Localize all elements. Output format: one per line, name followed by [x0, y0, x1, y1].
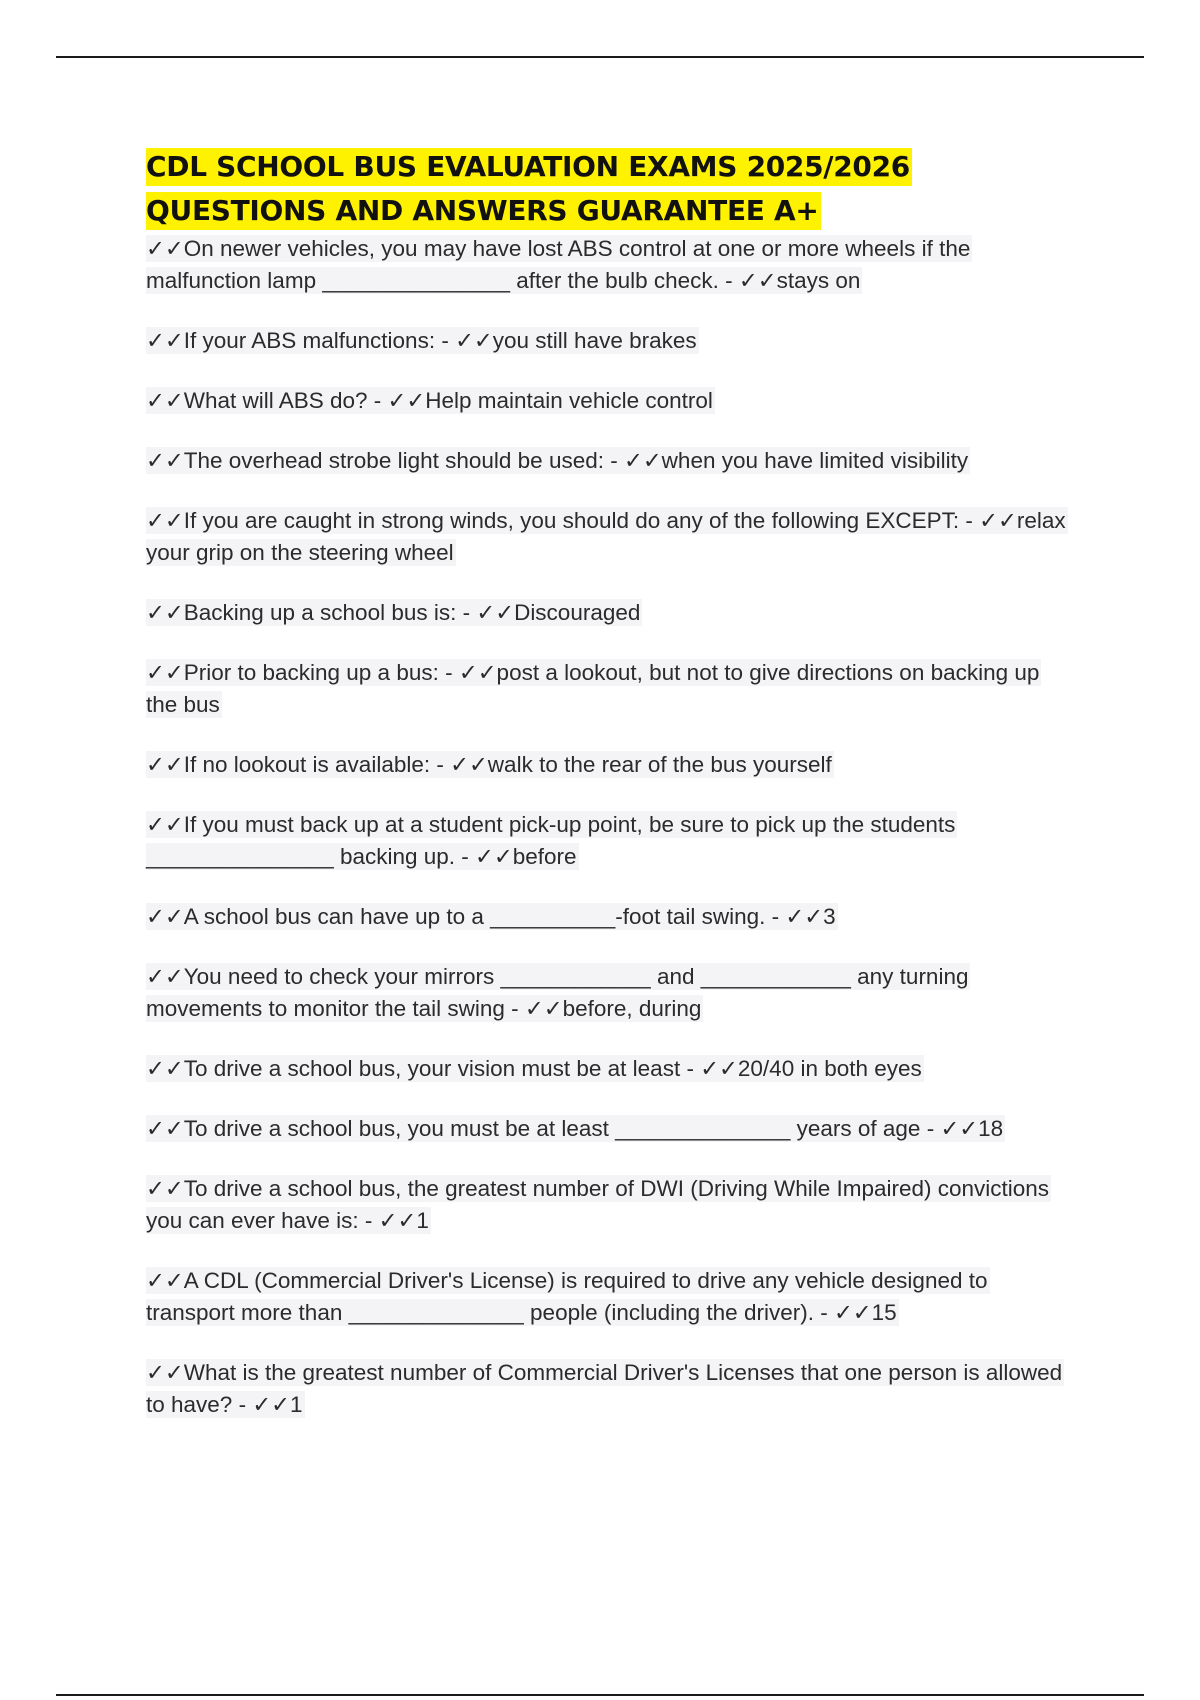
qa-text: ✓✓To drive a school bus, the greatest number of DWI (Driving While Impaired) convictions you can ever have is: - ✓✓1	[146, 1176, 1050, 1233]
qa-item	[146, 749, 1076, 781]
top-rule	[56, 56, 1144, 58]
document-body	[146, 145, 1076, 1421]
qa-item	[146, 445, 1076, 477]
qa-list	[146, 233, 1076, 1421]
qa-text: ✓✓To drive a school bus, you must be at least ______________ years of age - ✓✓18	[146, 1116, 1004, 1141]
title-line-2: QUESTIONS AND ANSWERS GUARANTEE A+	[146, 192, 821, 230]
qa-item	[146, 901, 1076, 933]
qa-text: ✓✓On newer vehicles, you may have lost ABS control at one or more wheels if the malfunction lamp _______________ after the bulb check. - ✓✓stays on	[146, 236, 971, 293]
qa-text: ✓✓The overhead strobe light should be used: - ✓✓when you have limited visibility	[146, 448, 969, 473]
qa-text: ✓✓Prior to backing up a bus: - ✓✓post a lookout, but not to give directions on backing up the bus	[146, 660, 1040, 717]
bottom-rule	[56, 1694, 1144, 1696]
qa-text: ✓✓A school bus can have up to a __________-foot tail swing. - ✓✓3	[146, 904, 836, 929]
qa-item	[146, 657, 1076, 721]
qa-item	[146, 1113, 1076, 1145]
qa-item	[146, 961, 1076, 1025]
title-line-1: CDL SCHOOL BUS EVALUATION EXAMS 2025/2026	[146, 148, 912, 186]
qa-text: ✓✓If you are caught in strong winds, you should do any of the following EXCEPT: - ✓✓relax your grip on the steering wheel	[146, 508, 1066, 565]
qa-item	[146, 1173, 1076, 1237]
qa-text: ✓✓What is the greatest number of Commercial Driver's Licenses that one person is allowed to have? - ✓✓1	[146, 1360, 1063, 1417]
qa-item	[146, 505, 1076, 569]
qa-item	[146, 809, 1076, 873]
qa-text: ✓✓What will ABS do? - ✓✓Help maintain vehicle control	[146, 388, 713, 413]
qa-text: ✓✓You need to check your mirrors ____________ and ____________ any turning movements to monitor the tail swing - ✓✓before, during	[146, 964, 969, 1021]
qa-item	[146, 325, 1076, 357]
qa-text: ✓✓If your ABS malfunctions: - ✓✓you still have brakes	[146, 328, 697, 353]
qa-item	[146, 385, 1076, 417]
document-title	[146, 145, 1076, 233]
qa-item	[146, 1265, 1076, 1329]
qa-item	[146, 1053, 1076, 1085]
qa-text: ✓✓If you must back up at a student pick-up point, be sure to pick up the students _______________ backing up. - ✓✓before	[146, 812, 956, 869]
qa-item	[146, 1357, 1076, 1421]
qa-item	[146, 597, 1076, 629]
qa-text: ✓✓If no lookout is available: - ✓✓walk to the rear of the bus yourself	[146, 752, 832, 777]
qa-text: ✓✓To drive a school bus, your vision must be at least - ✓✓20/40 in both eyes	[146, 1056, 922, 1081]
qa-text: ✓✓A CDL (Commercial Driver's License) is required to drive any vehicle designed to transport more than ______________ people (including the driver). - ✓✓15	[146, 1268, 988, 1325]
qa-item	[146, 233, 1076, 297]
qa-text: ✓✓Backing up a school bus is: - ✓✓Discouraged	[146, 600, 641, 625]
